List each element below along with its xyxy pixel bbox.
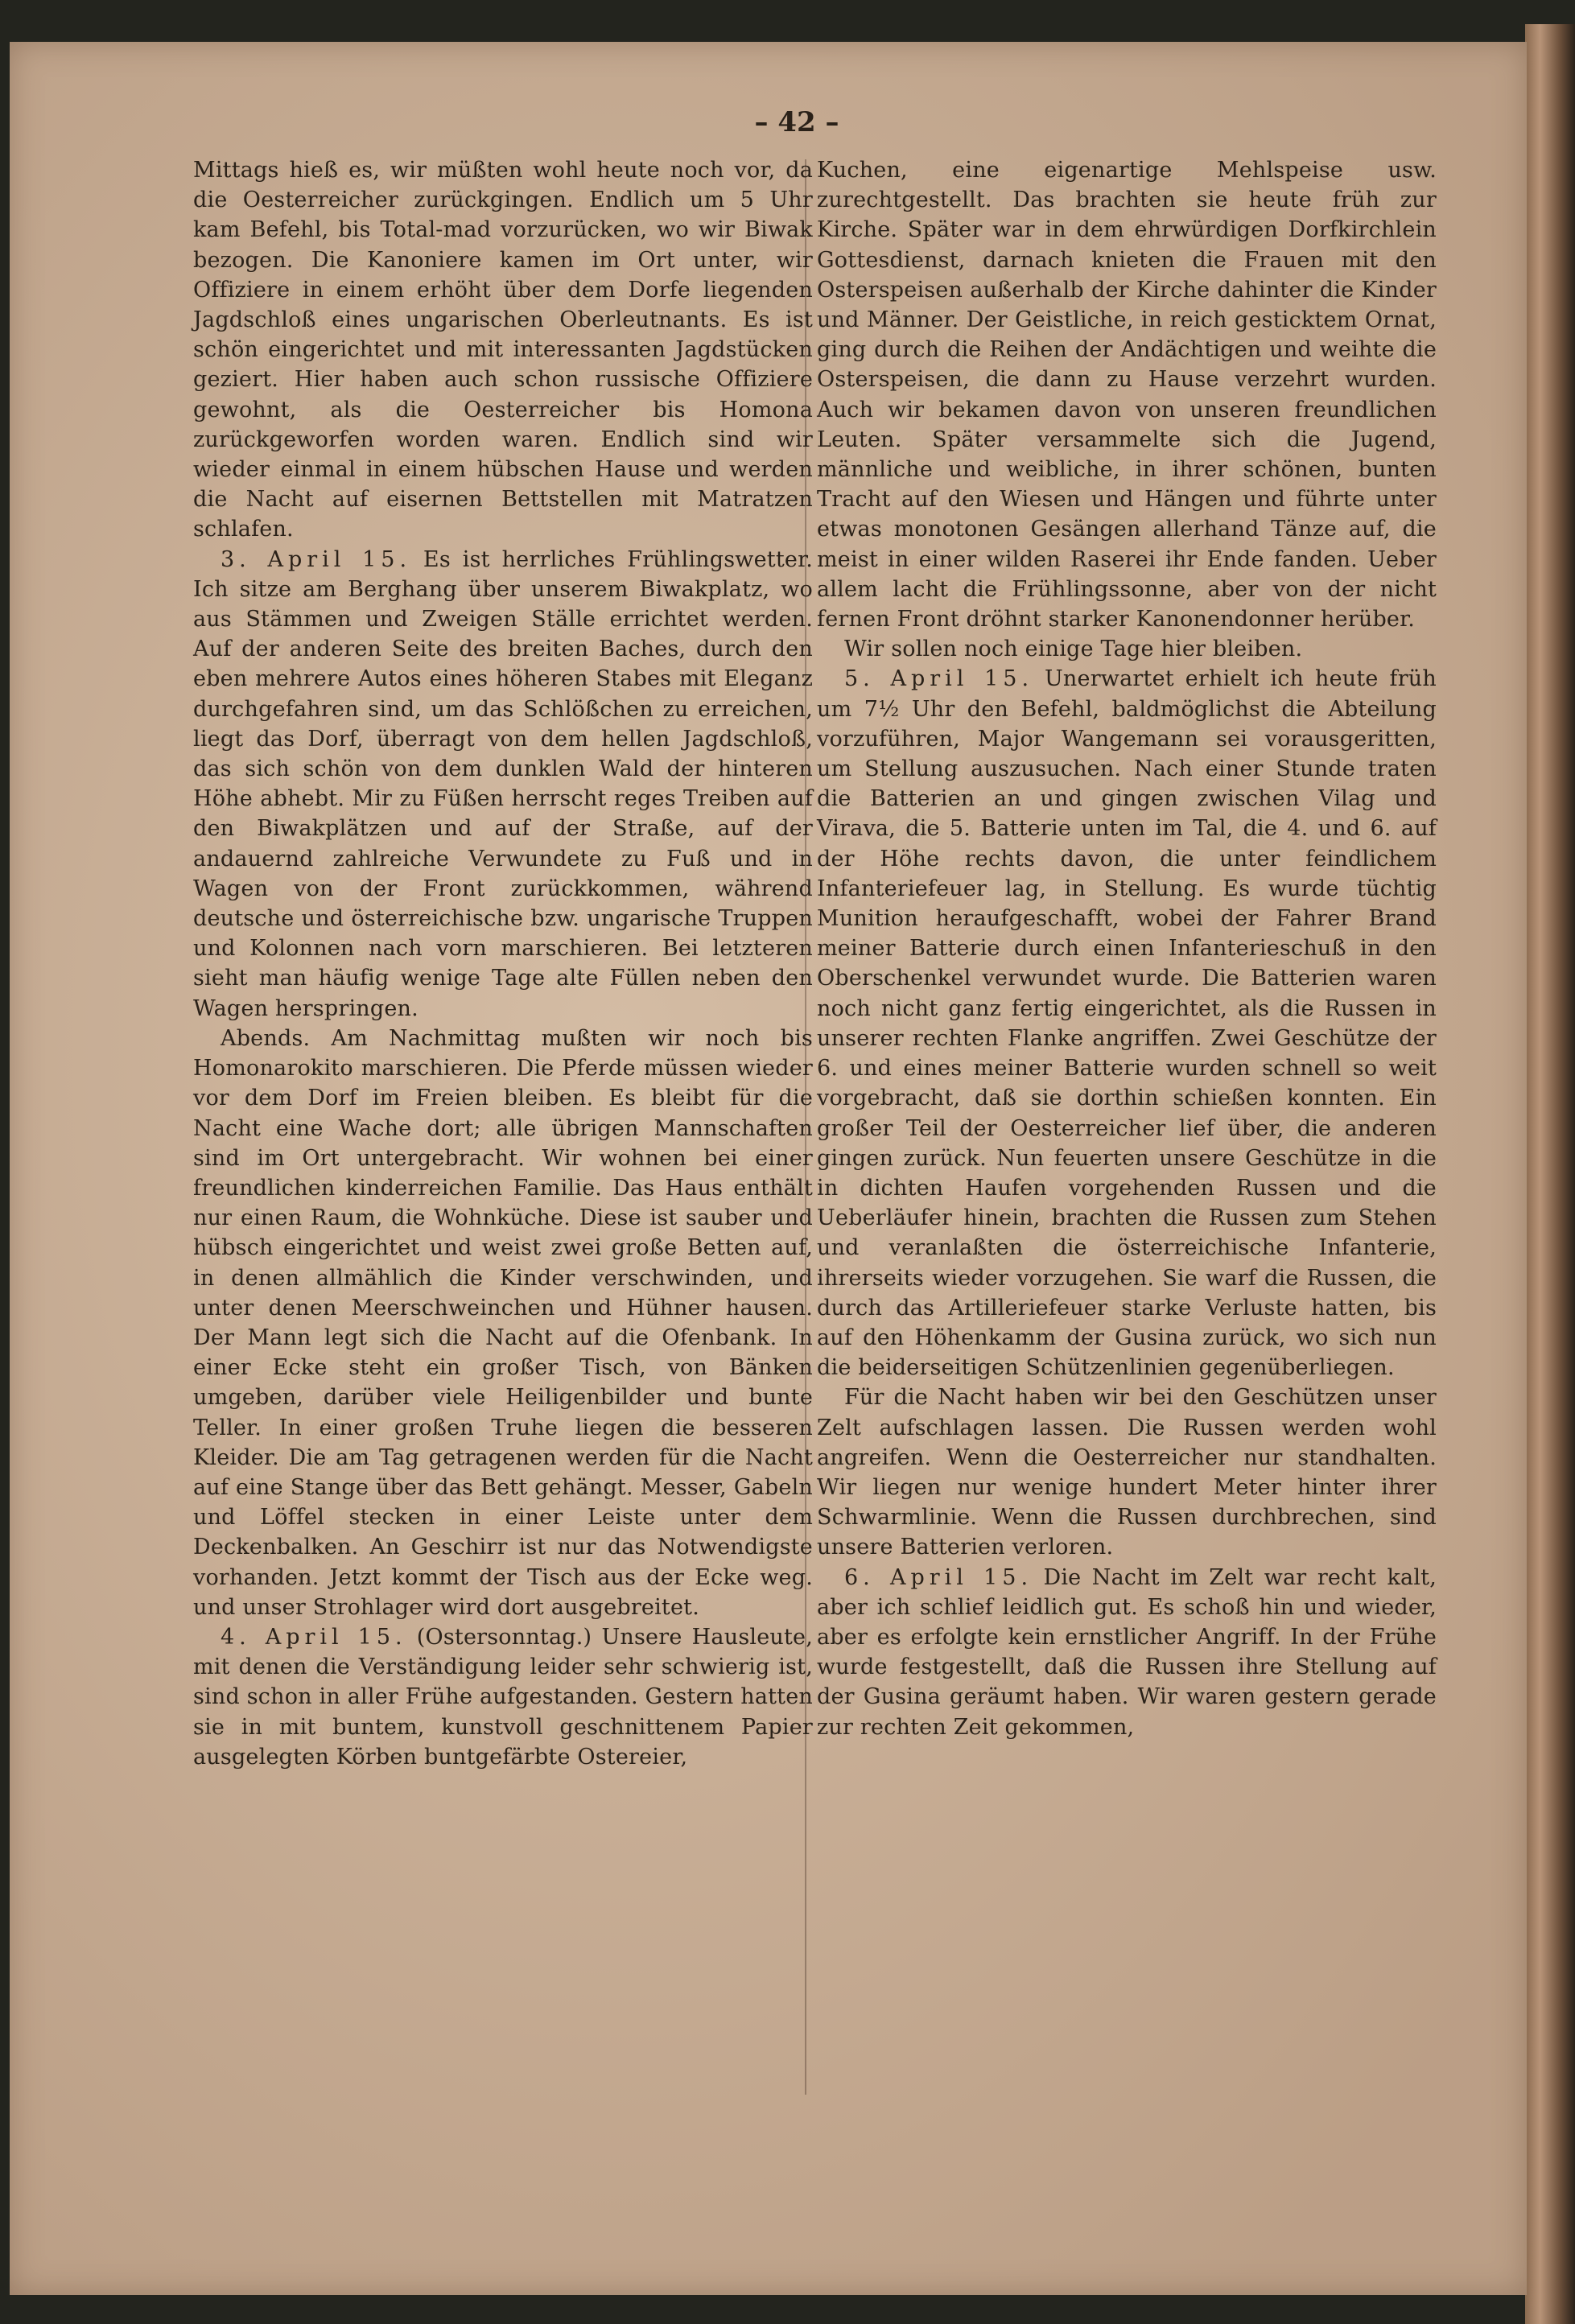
- paragraph: [817, 1563, 1437, 1742]
- left-column: [193, 155, 813, 1772]
- right-column: [817, 155, 1437, 1742]
- paragraph-text: Es ist herrliches Frühlingswetter. Ich sitze am Berghang über unserem Biwakplatz, wo aus Stämmen und Zweigen Ställe errichtet werden. Auf der anderen Seite des breiten Baches, durch den eben mehrere Autos eines höheren Stabes mit Eleganz durchgefahren sind, um das Schlößchen zu erreichen, liegt das Dorf, überragt von dem hellen Jagdschloß, das sich schön von dem dunklen Wald der hinteren Höhe abhebt. Mir zu Füßen herrscht reges Treiben auf den Biwakplätzen und auf der Straße, auf der andauernd zahlreiche Verwundete zu Fuß und in Wagen von der Front zurückkommen, während deutsche und österreichische bzw. ungarische Truppen und Kolonnen nach vorn marschieren. Bei letzteren sieht man häufig wenige Tage alte Füllen neben den Wagen herspringen.: [193, 546, 813, 1021]
- paragraph-text: (Ostersonntag.) Unsere Hausleute, mit denen die Verständigung leider sehr schwierig ist, sind schon in aller Frühe aufgestanden. Gestern hatten sie in mit buntem, kunstvoll geschnittenem Papier ausgelegten Körben buntgefärbte Ostereier,: [193, 1624, 813, 1770]
- diary-date: 6. April 15.: [844, 1564, 1033, 1590]
- diary-date: 4. April 15.: [221, 1624, 407, 1650]
- paragraph: [193, 545, 813, 1024]
- paragraph: [193, 1622, 813, 1772]
- book-binding: [1525, 24, 1575, 2324]
- paragraph-text: Die Nacht im Zelt war recht kalt, aber ich schlief leidlich gut. Es schoß hin und wieder, aber es erfolgte kein ernstlicher Angriff. In der Frühe wurde festgestellt, daß die Russen ihre Stellung auf der Gusina geräumt haben. Wir waren gestern gerade zur rechten Zeit gekommen,: [817, 1564, 1437, 1740]
- paragraph: Mittags hieß es, wir müßten wohl heute noch vor, da die Oesterreicher zurückgingen. Endlich um 5 Uhr kam Befehl, bis Total-mad vorzurücken, wo wir Biwak bezogen. Die Kanoniere kamen im Ort unter, wir Offiziere in einem erhöht über dem Dorfe liegenden Jagdschloß eines ungarischen Oberleutnants. Es ist schön eingerichtet und mit interessanten Jagdstücken geziert. Hier haben auch schon russische Offiziere gewohnt, als die Oesterreicher bis Homona zurückgeworfen worden waren. Endlich sind wir wieder einmal in einem hübschen Hause und werden die Nacht auf eisernen Bettstellen mit Matratzen schlafen.: [193, 158, 813, 542]
- paragraph: Abends. Am Nachmittag mußten wir noch bis Homonarokito marschieren. Die Pferde müssen wieder vor dem Dorf im Freien bleiben. Es bleibt für die Nacht eine Wache dort; alle übrigen Mannschaften sind im Ort untergebracht. Wir wohnen bei einer freundlichen kinderreichen Familie. Das Haus enthält nur einen Raum, die Wohnküche. Diese ist sauber und hübsch eingerichtet und weist zwei große Betten auf, in denen allmählich die Kinder verschwinden, und unter denen Meerschweinchen und Hühner hausen. Der Mann legt sich die Nacht auf die Ofenbank. In einer Ecke steht ein großer Tisch, von Bänken umgeben, darüber viele Heiligenbilder und bunte Teller. In einer großen Truhe liegen die besseren Kleider. Die am Tag getragenen werden für die Nacht auf eine Stange über das Bett gehängt. Messer, Gabeln und Löffel stecken in einer Leiste unter dem Deckenbalken. An Geschirr ist nur das Notwendigste vorhanden. Jetzt kommt der Tisch aus der Ecke weg. und unser Strohlager wird dort ausgebreitet.: [193, 1025, 813, 1620]
- paragraph: [817, 664, 1437, 1382]
- paragraph: Für die Nacht haben wir bei den Geschützen unser Zelt aufschlagen lassen. Die Russen werden wohl angreifen. Wenn die Oesterreicher nur standhalten. Wir liegen nur wenige hundert Meter hinter ihrer Schwarmlinie. Wenn die Russen durchbrechen, sind unsere Batterien verloren.: [817, 1385, 1437, 1560]
- diary-date: 5. April 15.: [844, 666, 1034, 692]
- paragraph: Kuchen, eine eigenartige Mehlspeise usw. zurechtgestellt. Das brachten sie heute früh zur Kirche. Später war in dem ehrwürdigen Dorfkirchlein Gottesdienst, darnach knieten die Frauen mit den Osterspeisen außerhalb der Kirche dahinter die Kinder und Männer. Der Geistliche, in reich gesticktem Ornat, ging durch die Reihen der Andächtigen und weihte die Osterspeisen, die dann zu Hause verzehrt wurden. Auch wir bekamen davon von unseren freundlichen Leuten. Später versammelte sich die Jugend, männliche und weibliche, in ihrer schönen, bunten Tracht auf den Wiesen und Hängen und führte unter etwas monotonen Gesängen allerhand Tänze auf, die meist in einer wilden Raserei ihr Ende fanden. Ueber allem lacht die Frühlingssonne, aber von der nicht fernen Front dröhnt starker Kanonendonner herüber.: [817, 158, 1437, 633]
- paragraph: Wir sollen noch einige Tage hier bleiben.: [844, 637, 1303, 662]
- paragraph-text: Unerwartet erhielt ich heute früh um 7½ Uhr den Befehl, baldmöglichst die Abteilung vorzuführen, Major Wangemann sei vorausgeritten, um Stellung auszusuchen. Nach einer Stunde traten die Batterien an und gingen zwischen Vilag und Virava, die 5. Batterie unten im Tal, die 4. und 6. auf der Höhe rechts davon, die unter feindlichem Infanteriefeuer lag, in Stellung. Es wurde tüchtig Munition heraufgeschafft, wobei der Fahrer Brand meiner Batterie durch einen Infanterieschuß in den Oberschenkel verwundet wurde. Die Batterien waren noch nicht ganz fertig eingerichtet, als die Russen in unserer rechten Flanke angriffen. Zwei Geschütze der 6. und eines meiner Batterie wurden schnell so weit vorgebracht, daß sie dorthin schießen konnten. Ein großer Teil der Oesterreicher lief über, die anderen gingen zurück. Nun feuerten unsere Geschütze in die in dichten Haufen vorgehenden Russen und die Ueberläufer hinein, brachten die Russen zum Stehen und veranlaßten die österreichische Infanterie, ihrerseits wieder vorzugehen. Sie warf die Russen, die durch das Artilleriefeuer starke Verluste hatten, bis auf den Höhenkamm der Gusina zurück, wo sich nun die beiderseitigen Schützenlinien gegenüberliegen.: [817, 666, 1437, 1381]
- diary-date: 3. April 15.: [221, 546, 412, 572]
- page-number: – 42 –: [754, 106, 839, 138]
